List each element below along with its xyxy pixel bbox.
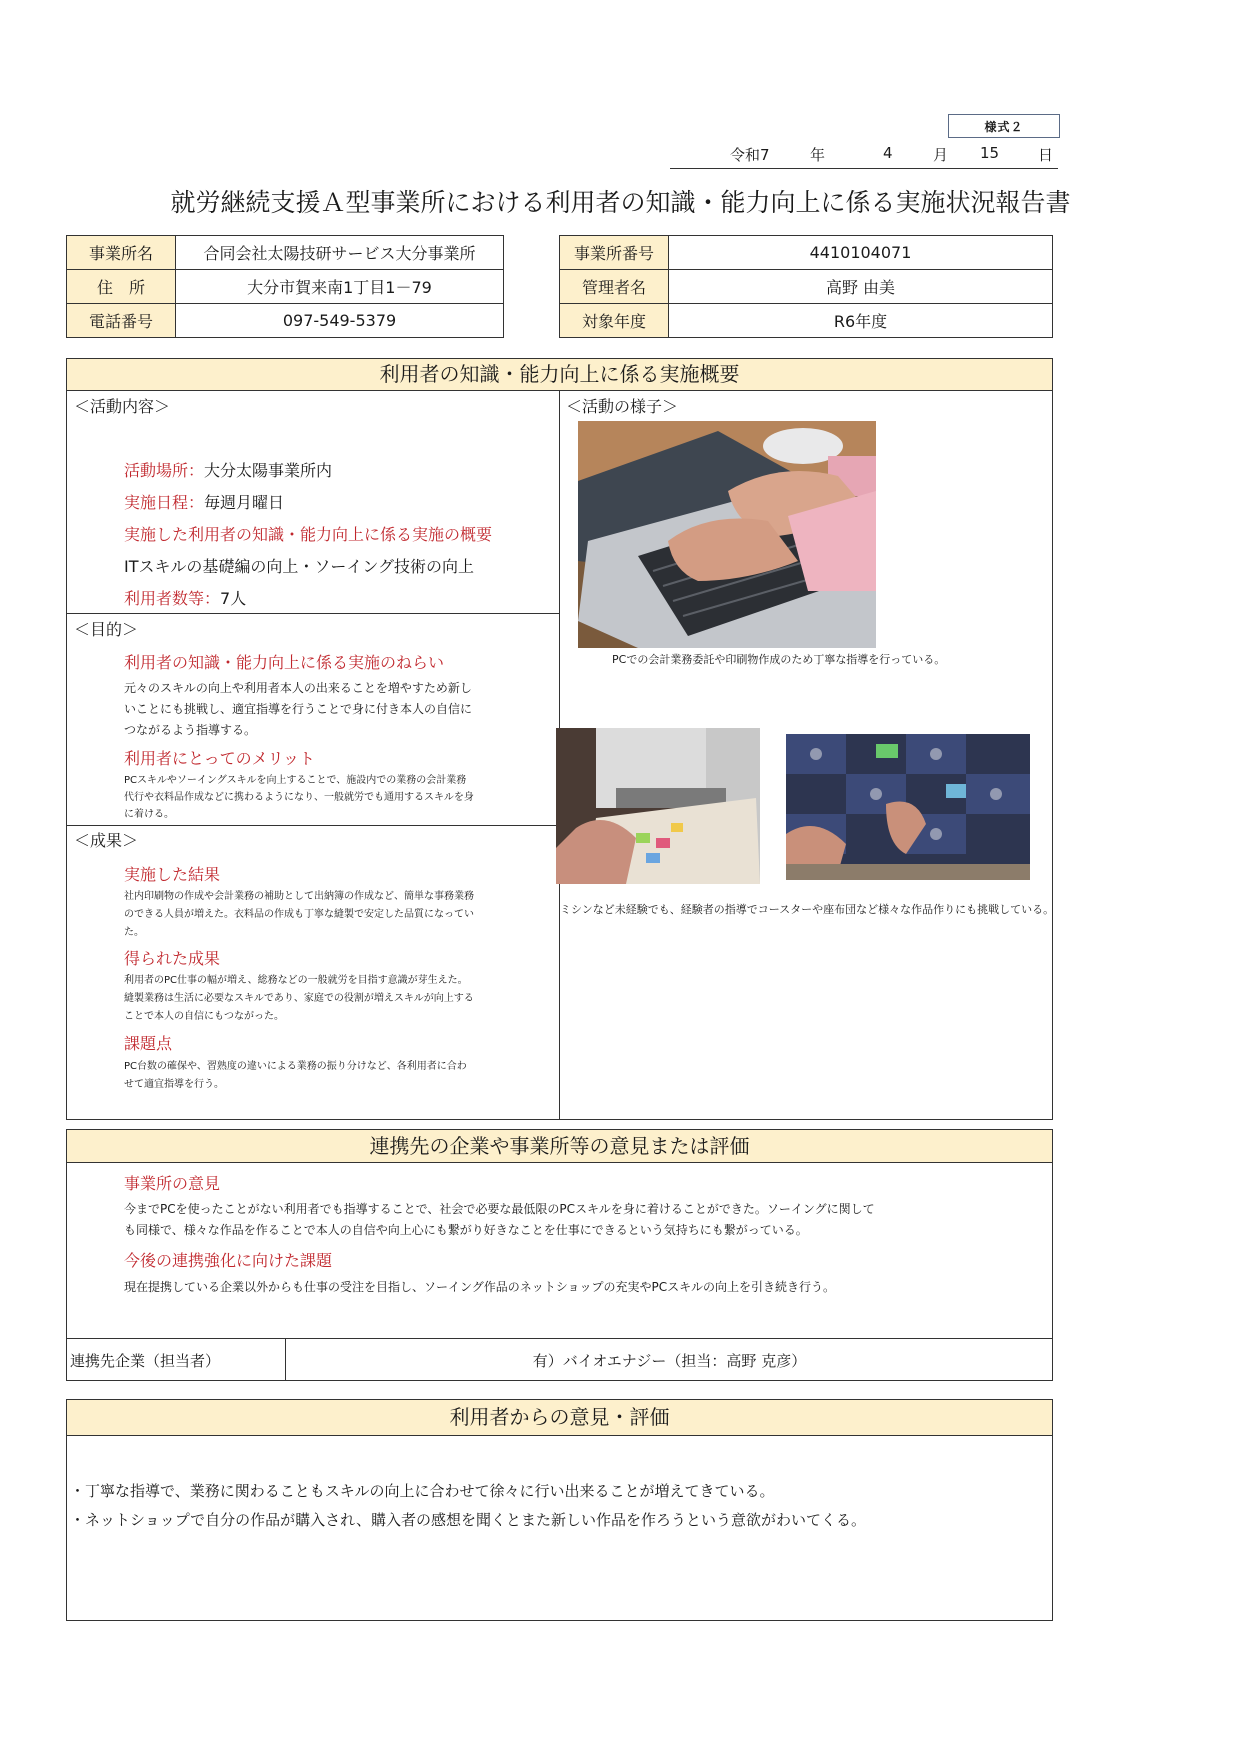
- opinion-label: 事業所の意見: [124, 1174, 221, 1193]
- office-number-value: 4410104071: [669, 236, 1053, 270]
- office-info-table: [66, 235, 504, 338]
- issue-label: 課題点: [124, 1034, 173, 1053]
- purpose-heading: ＜目的＞: [74, 620, 139, 639]
- target-year-value: R6年度: [669, 304, 1053, 338]
- address-value: 大分市賀来南1丁目1－79: [176, 270, 504, 304]
- aim-label: 利用者の知識・能力向上に係る実施のねらい: [124, 653, 445, 672]
- result-line: のできる人員が増えた。衣料品の作成も丁寧な縫製で安定した品質になってい: [124, 909, 474, 920]
- gained-line: ことで本人の自信にもつながった。: [124, 1011, 284, 1022]
- result-label: 実施した結果: [124, 865, 221, 884]
- company-divider: [66, 1338, 1053, 1339]
- activity-heading: ＜活動内容＞: [74, 397, 171, 416]
- results-divider: [66, 825, 560, 826]
- address-label: 住 所: [67, 270, 176, 304]
- gained-line: 縫製業務は生活に必要なスキルであり、家庭での役割が増えスキルが向上する: [124, 993, 474, 1004]
- company-value: 有）バイオエナジー（担当：高野 克彦）: [532, 1352, 807, 1370]
- partner-heading: 連携先の企業や事業所等の意見または評価: [67, 1130, 1052, 1163]
- result-line: 社内印刷物の作成や会計業務の補助として出納簿の作成など、簡単な事務業務: [124, 891, 474, 902]
- aim-text: [124, 678, 472, 741]
- date-day: 15: [980, 144, 1000, 162]
- sewing-machine-photo: [556, 728, 760, 884]
- future-label: 今後の連携強化に向けた課題: [124, 1251, 333, 1270]
- office-number-label: 事業所番号: [560, 236, 669, 270]
- aim-line: 元々のスキルの向上や利用者本人の出来ることを増やすため新し: [124, 681, 472, 695]
- aim-line: いことにも挑戦し、適宜指導を行うことで身に付き本人の自信に: [124, 702, 473, 716]
- aim-line: つながるよう指導する。: [124, 723, 257, 737]
- result-text: [124, 888, 474, 942]
- column-divider-lower: [559, 942, 560, 1120]
- merit-line: PCスキルやソーイングスキルを向上することで、施設内での業務の会計業務: [124, 775, 467, 786]
- gained-line: 利用者のPC仕事の幅が増え、総務などの一般就労を目指す意識が芽生えた。: [124, 975, 468, 986]
- result-line: た。: [124, 927, 144, 938]
- date-month-unit: 月: [933, 146, 949, 164]
- merit-label: 利用者にとってのメリット: [124, 749, 316, 768]
- future-text: 現在提携している企業以外からも仕事の受注を目指し、ソーイング作品のネットショップの充実やPCスキルの向上を引き続き行う。: [124, 1280, 836, 1294]
- summary-value: ITスキルの基礎編の向上・ソーイング技術の向上: [124, 557, 475, 576]
- opinion-text: [124, 1199, 875, 1241]
- overview-heading: 利用者の知識・能力向上に係る実施概要: [67, 359, 1052, 391]
- merit-text: [124, 772, 474, 823]
- office-name-label: 事業所名: [67, 236, 176, 270]
- users-value: 7人: [220, 589, 247, 608]
- office-name-value: 合同会社太陽技研サービス大分事業所: [176, 236, 504, 270]
- issue-text: [124, 1058, 467, 1094]
- issue-line: せて適宜指導を行う。: [124, 1079, 224, 1090]
- manager-value: 高野 由美: [669, 270, 1053, 304]
- schedule-value: 毎週月曜日: [204, 493, 285, 512]
- issue-line: PC台数の確保や、習熟度の違いによる業務の振り分けなど、各利用者に合わ: [124, 1061, 467, 1072]
- cushion-photo: [786, 734, 1030, 880]
- report-date: [670, 142, 1058, 169]
- company-label: 連携先企業（担当者）: [70, 1352, 221, 1370]
- feedback-line: ・ネットショップで自分の作品が購入され、購入者の感想を聞くとまた新しい作品を作ろうという意欲がわいてくる。: [70, 1511, 867, 1529]
- schedule-label: 実施日程：: [124, 493, 205, 512]
- page-title: 就労継続支援Ａ型事業所における利用者の知識・能力向上に係る実施状況報告書: [170, 188, 1071, 217]
- date-era-year: 令和7: [730, 146, 770, 164]
- place-label: 活動場所：: [124, 461, 205, 480]
- date-month: 4: [883, 144, 893, 162]
- phone-label: 電話番号: [67, 304, 176, 338]
- gained-text: [124, 972, 474, 1026]
- merit-line: 代行や衣料品作成などに携わるようになり、一般就労でも通用するスキルを身: [124, 792, 474, 803]
- results-heading: ＜成果＞: [74, 831, 139, 850]
- opinion-line: も同様で、様々な作品を作ることで本人の自信や向上心にも繋がり好きなことを仕事にできるという気持ちにも繋がっている。: [124, 1223, 808, 1237]
- form-number: 様式２: [948, 114, 1060, 138]
- scene-caption-1: PCでの会計業務委託や印刷物作成のため丁寧な指導を行っている。: [612, 653, 946, 666]
- feedback-line: ・丁寧な指導で、業務に関わることもスキルの向上に合わせて徐々に行い出来ることが増えてきている。: [70, 1482, 775, 1500]
- activity-users: [124, 586, 246, 609]
- scene-heading: ＜活動の様子＞: [566, 397, 679, 416]
- laptop-photo: [578, 421, 876, 648]
- date-day-unit: 日: [1038, 146, 1054, 164]
- phone-value: 097-549-5379: [176, 304, 504, 338]
- opinion-line: 今までPCを使ったことがない利用者でも指導することで、社会で必要な最低限のPCスキルを身に着けることができた。ソーイングに関して: [124, 1202, 875, 1216]
- activity-place: [124, 458, 332, 481]
- user-feedback-text: [70, 1477, 866, 1535]
- summary-label: 実施した利用者の知識・能力向上に係る実施の概要: [124, 525, 493, 544]
- office-number-table: [559, 235, 1053, 338]
- gained-label: 得られた成果: [124, 949, 221, 968]
- scene-caption-2: ミシンなど未経験でも、経験者の指導でコースターや座布団など様々な作品作りにも挑戦している。: [560, 903, 1055, 916]
- purpose-divider: [66, 613, 560, 614]
- merit-line: に着ける。: [124, 809, 174, 820]
- date-year-unit: 年: [810, 146, 826, 164]
- target-year-label: 対象年度: [560, 304, 669, 338]
- user-feedback-heading: 利用者からの意見・評価: [67, 1400, 1052, 1436]
- activity-schedule: [124, 490, 284, 513]
- users-label: 利用者数等：: [124, 589, 221, 608]
- manager-label: 管理者名: [560, 270, 669, 304]
- place-value: 大分太陽事業所内: [204, 461, 333, 480]
